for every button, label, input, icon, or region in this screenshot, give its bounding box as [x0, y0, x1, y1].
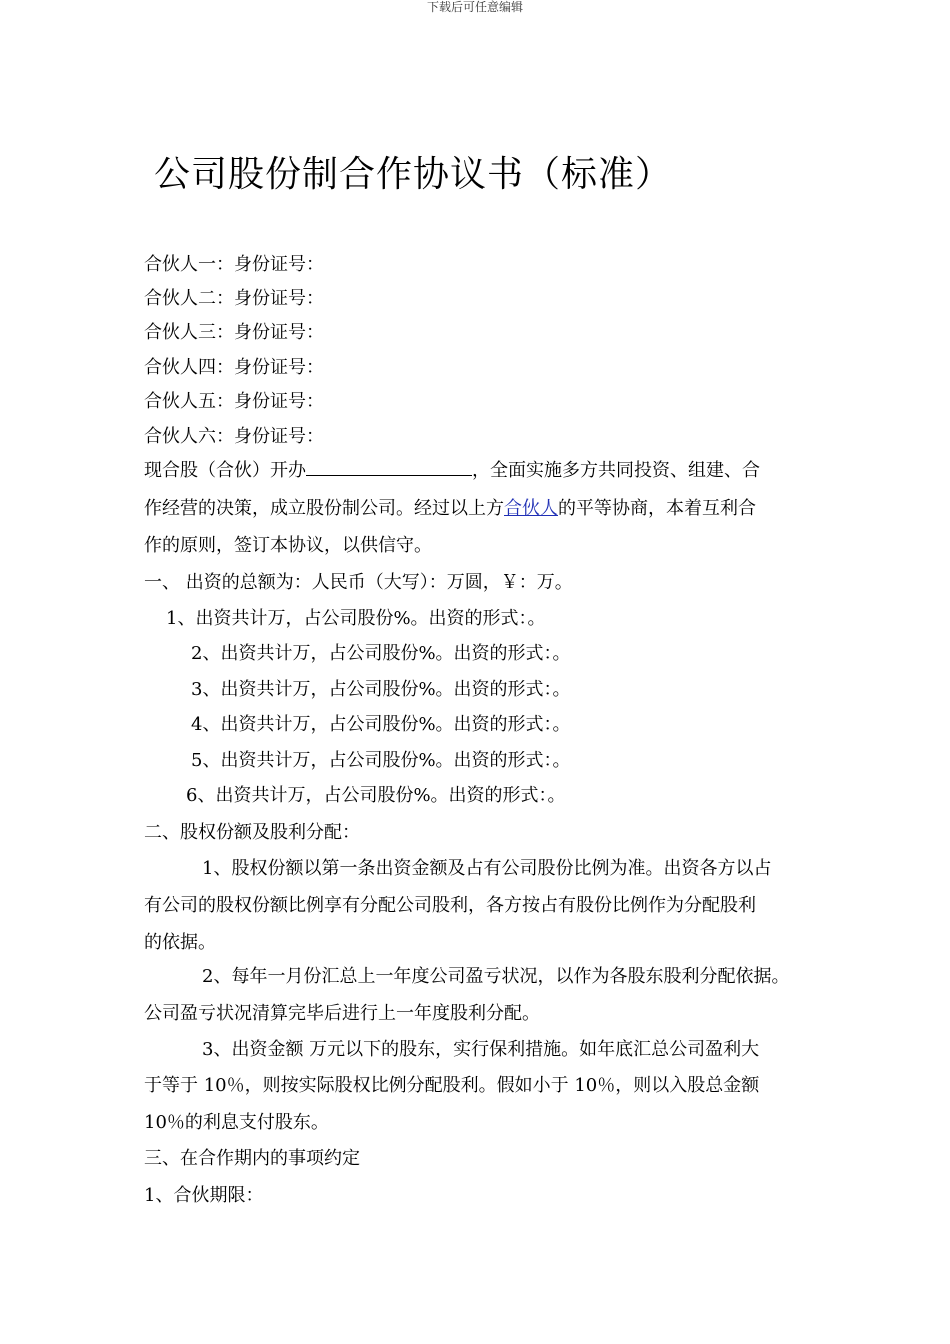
section-2-para-3-line-1: 3、出资金额 万元以下的股东，实行保利措施。如年底汇总公司盈利大 — [202, 1039, 760, 1060]
section-2-para-3-line-2: 于等于 10％，则按实际股权比例分配股利。假如小于 10％，则以入股总金额 — [144, 1075, 760, 1096]
section-2-para-2-line-2: 公司盈亏状况清算完毕后进行上一年度股利分配。 — [144, 1003, 540, 1024]
contribution-item-3: 3、出资共计万，占公司股份%。出资的形式：。 — [191, 679, 571, 700]
section-2-para-2-line-1: 2、每年一月份汇总上一年度公司盈亏状况，以作为各股东股利分配依据。 — [202, 966, 790, 987]
partner-4-line: 合伙人四：身份证号： — [144, 357, 324, 378]
section-2-para-1-line-2: 有公司的股权份额比例享有分配公司股利，各方按占有股份比例作为分配股利 — [144, 895, 756, 916]
partner-link[interactable]: 合伙人 — [504, 498, 558, 519]
partner-6-line: 合伙人六：身份证号： — [144, 426, 324, 447]
contribution-item-4: 4、出资共计万，占公司股份%。出资的形式：。 — [191, 714, 571, 735]
section-2-para-3-line-3: 10％的利息支付股东。 — [144, 1112, 329, 1133]
section-3-heading: 三、在合作期内的事项约定 — [144, 1148, 360, 1169]
section-2-para-1-line-3: 的依据。 — [144, 932, 216, 953]
partner-2-line: 合伙人二：身份证号： — [144, 288, 324, 309]
header-note: 下载后可任意编辑 — [426, 0, 523, 14]
intro-line-3: 作的原则，签订本协议，以供信守。 — [144, 535, 432, 556]
document-title: 公司股份制合作协议书（标准） — [154, 154, 673, 195]
contribution-item-5: 5、出资共计万，占公司股份%。出资的形式：。 — [191, 750, 571, 771]
contribution-item-2: 2、出资共计万，占公司股份%。出资的形式：。 — [191, 643, 571, 664]
section-2-para-1-line-1: 1、股权份额以第一条出资金额及占有公司股份比例为准。出资各方以占 — [202, 858, 772, 879]
partner-5-line: 合伙人五：身份证号： — [144, 391, 324, 412]
section-3-item-1: 1、合伙期限： — [144, 1185, 264, 1206]
section-1-heading: 一、 出资的总额为：人民币（大写）：万圆，￥：万。 — [144, 572, 573, 593]
company-name-blank — [306, 459, 472, 476]
contribution-item-1: 1、出资共计万，占公司股份%。出资的形式：。 — [166, 608, 546, 629]
partner-1-line: 合伙人一：身份证号： — [144, 254, 324, 275]
partner-3-line: 合伙人三：身份证号： — [144, 322, 324, 343]
section-2-heading: 二、股权份额及股利分配： — [144, 822, 360, 843]
intro-text: ，全面实施多方共同投资、组建、合 — [472, 460, 760, 481]
intro-text: 的平等协商，本着互利合 — [558, 498, 756, 519]
intro-text: 作经营的决策，成立股份制公司。经过以上方 — [144, 498, 504, 519]
intro-line-2 — [144, 494, 756, 520]
intro-line-1 — [144, 456, 760, 482]
contribution-item-6: 6、出资共计万，占公司股份%。出资的形式：。 — [186, 785, 566, 806]
intro-text: 现合股（合伙）开办 — [144, 460, 306, 481]
